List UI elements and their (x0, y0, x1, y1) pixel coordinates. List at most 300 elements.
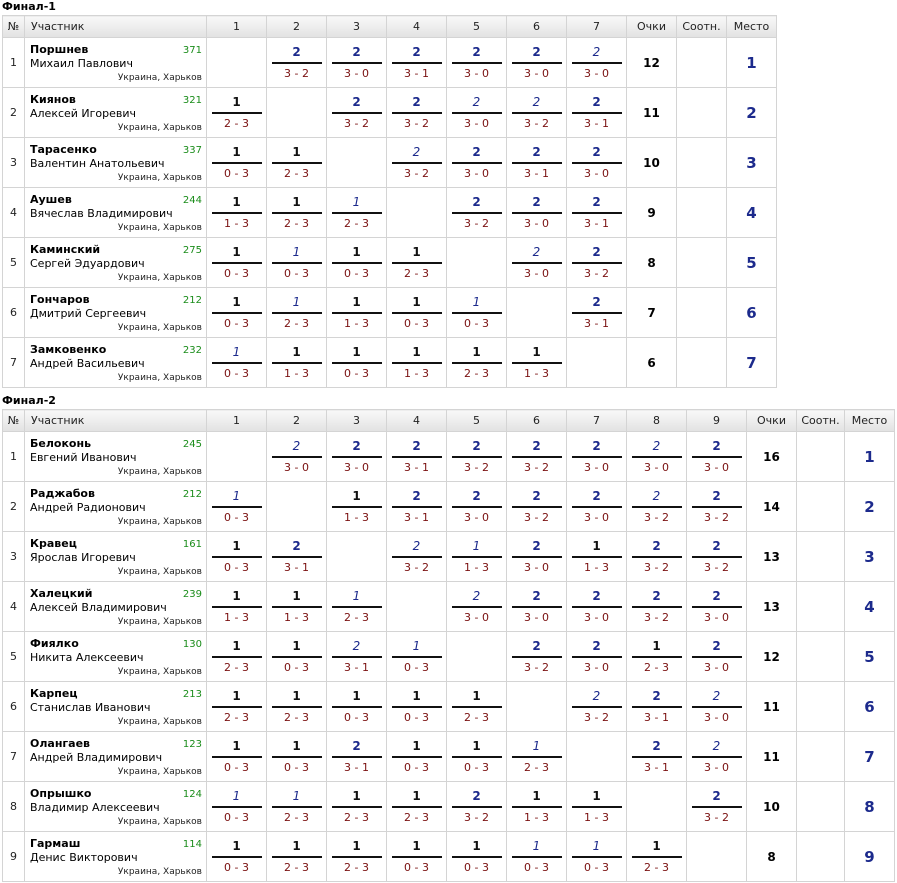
player-surname[interactable]: Халецкий (30, 587, 93, 600)
game-result-cell[interactable] (687, 482, 747, 532)
game-result[interactable] (572, 689, 622, 725)
game-result-cell[interactable] (507, 238, 567, 288)
game-result-cell[interactable] (327, 632, 387, 682)
game-result-cell[interactable] (207, 88, 267, 138)
game-result[interactable] (272, 245, 322, 281)
game-result[interactable] (272, 539, 322, 575)
col-header-opponent[interactable]: 2 (267, 16, 327, 38)
game-result[interactable] (452, 489, 502, 525)
game-result[interactable] (572, 589, 622, 625)
game-result-cell[interactable] (207, 782, 267, 832)
game-result-cell[interactable] (267, 432, 327, 482)
game-result-cell[interactable] (447, 832, 507, 882)
game-result-cell[interactable] (267, 732, 327, 782)
participant-cell[interactable] (25, 38, 207, 88)
game-result[interactable] (572, 639, 622, 675)
col-header-participant[interactable]: Участник (25, 410, 207, 432)
game-result[interactable] (512, 95, 562, 131)
game-result[interactable] (332, 839, 382, 875)
game-result[interactable] (452, 45, 502, 81)
game-result[interactable] (572, 195, 622, 231)
participant-cell[interactable] (25, 338, 207, 388)
game-result[interactable] (272, 45, 322, 81)
player-surname[interactable]: Тарасенко (30, 143, 97, 156)
game-result[interactable] (512, 639, 562, 675)
game-result[interactable] (632, 739, 682, 775)
row-number: 8 (3, 782, 25, 832)
game-result-cell[interactable] (687, 432, 747, 482)
game-result-cell[interactable] (447, 288, 507, 338)
game-result[interactable] (392, 489, 442, 525)
game-result[interactable] (692, 789, 742, 825)
col-header-opponent[interactable]: 4 (387, 16, 447, 38)
game-result-cell[interactable] (327, 732, 387, 782)
game-result-cell[interactable] (507, 482, 567, 532)
game-result[interactable] (392, 45, 442, 81)
game-result-cell[interactable] (387, 88, 447, 138)
game-result-cell[interactable] (507, 138, 567, 188)
game-result-cell[interactable] (567, 188, 627, 238)
game-result-cell[interactable] (207, 732, 267, 782)
game-result-cell[interactable] (627, 582, 687, 632)
game-result[interactable] (272, 195, 322, 231)
game-result[interactable] (692, 689, 742, 725)
game-result-cell[interactable] (507, 632, 567, 682)
game-result[interactable] (212, 689, 262, 725)
game-result-cell[interactable] (507, 832, 567, 882)
game-result-cell[interactable] (387, 238, 447, 288)
game-result-cell[interactable] (327, 682, 387, 732)
participant-cell[interactable] (25, 238, 207, 288)
game-result[interactable] (212, 295, 262, 331)
game-result[interactable] (332, 489, 382, 525)
game-result-cell[interactable] (567, 432, 627, 482)
player-surname[interactable]: Фиялко (30, 637, 79, 650)
game-result-cell[interactable] (327, 832, 387, 882)
game-result[interactable] (452, 345, 502, 381)
game-result-cell[interactable] (207, 188, 267, 238)
game-result-cell[interactable] (447, 432, 507, 482)
game-result-cell[interactable] (327, 188, 387, 238)
participant-cell[interactable] (25, 138, 207, 188)
game-result-cell[interactable] (327, 338, 387, 388)
game-result-cell[interactable] (207, 482, 267, 532)
game-result[interactable] (332, 439, 382, 475)
col-header-opponent[interactable]: 7 (567, 410, 627, 432)
total-points: 10 (747, 782, 797, 832)
game-result[interactable] (392, 439, 442, 475)
game-result-cell[interactable] (327, 288, 387, 338)
game-result[interactable] (272, 689, 322, 725)
game-result[interactable] (512, 245, 562, 281)
player-rating: 130 (182, 639, 202, 650)
col-header-participant[interactable]: Участник (25, 16, 207, 38)
game-result-cell[interactable] (267, 832, 327, 882)
game-result-cell[interactable] (207, 532, 267, 582)
game-result[interactable] (452, 539, 502, 575)
game-result[interactable] (572, 95, 622, 131)
game-result-cell[interactable] (327, 482, 387, 532)
game-result-cell[interactable] (207, 138, 267, 188)
game-result-cell[interactable] (267, 138, 327, 188)
col-header-opponent[interactable]: 2 (267, 410, 327, 432)
game-result-cell[interactable] (567, 288, 627, 338)
game-result[interactable] (512, 45, 562, 81)
game-result[interactable] (692, 589, 742, 625)
participant-cell[interactable] (25, 732, 207, 782)
game-result-cell[interactable] (267, 38, 327, 88)
participant-cell[interactable] (25, 832, 207, 882)
game-result[interactable] (392, 95, 442, 131)
game-points: 1 (292, 688, 301, 703)
game-result[interactable] (272, 839, 322, 875)
participant-cell[interactable] (25, 432, 207, 482)
game-result[interactable] (332, 689, 382, 725)
game-result-cell[interactable] (687, 682, 747, 732)
game-result-cell[interactable] (447, 338, 507, 388)
game-result-cell[interactable] (687, 532, 747, 582)
game-result-cell[interactable] (387, 732, 447, 782)
result-divider (452, 456, 502, 458)
game-result[interactable] (212, 639, 262, 675)
col-header-num[interactable]: № (3, 410, 25, 432)
game-result-cell[interactable] (507, 88, 567, 138)
game-result[interactable] (692, 639, 742, 675)
game-result-cell[interactable] (267, 238, 327, 288)
col-header-opponent[interactable]: 1 (207, 16, 267, 38)
game-result-cell[interactable] (267, 338, 327, 388)
game-result[interactable] (212, 539, 262, 575)
game-result[interactable] (212, 245, 262, 281)
game-result[interactable] (212, 739, 262, 775)
player-surname[interactable]: Гармаш (30, 837, 81, 850)
game-result[interactable] (572, 489, 622, 525)
game-result[interactable] (392, 789, 442, 825)
game-result[interactable] (272, 345, 322, 381)
game-result[interactable] (272, 439, 322, 475)
game-result[interactable] (392, 345, 442, 381)
game-result-cell[interactable] (507, 432, 567, 482)
col-header-opponent[interactable]: 9 (687, 410, 747, 432)
col-header-opponent[interactable]: 3 (327, 16, 387, 38)
game-result-cell[interactable] (687, 582, 747, 632)
participant-cell[interactable] (25, 482, 207, 532)
game-result[interactable] (332, 789, 382, 825)
participant-cell[interactable] (25, 88, 207, 138)
game-result-cell[interactable] (267, 188, 327, 238)
game-result[interactable] (392, 245, 442, 281)
game-result-cell[interactable] (267, 782, 327, 832)
player-surname[interactable]: Киянов (30, 93, 76, 106)
col-header-opponent[interactable]: 1 (207, 410, 267, 432)
participant-cell[interactable] (25, 632, 207, 682)
game-result[interactable] (452, 839, 502, 875)
player-surname[interactable]: Гончаров (30, 293, 90, 306)
game-result-cell[interactable] (207, 238, 267, 288)
game-result[interactable] (572, 145, 622, 181)
game-result-cell[interactable] (567, 782, 627, 832)
game-result-cell[interactable] (507, 582, 567, 632)
participant-cell[interactable] (25, 288, 207, 338)
game-result-cell[interactable] (327, 782, 387, 832)
game-result-cell[interactable] (567, 88, 627, 138)
game-result[interactable] (332, 589, 382, 625)
game-result-cell[interactable] (687, 632, 747, 682)
game-result-cell[interactable] (507, 338, 567, 388)
participant-cell[interactable] (25, 782, 207, 832)
game-score: 3 - 1 (344, 760, 369, 774)
game-result[interactable] (512, 439, 562, 475)
game-result[interactable] (632, 639, 682, 675)
game-result[interactable] (452, 689, 502, 725)
col-header-place[interactable]: Место (727, 16, 777, 38)
game-result[interactable] (512, 195, 562, 231)
game-result-cell[interactable] (567, 682, 627, 732)
game-result-cell[interactable] (567, 582, 627, 632)
col-header-place[interactable]: Место (845, 410, 895, 432)
game-score: 3 - 2 (464, 216, 489, 230)
game-result[interactable] (632, 839, 682, 875)
game-result[interactable] (392, 639, 442, 675)
game-result[interactable] (632, 539, 682, 575)
game-result-cell[interactable] (387, 682, 447, 732)
game-result-cell[interactable] (327, 38, 387, 88)
game-result-cell[interactable] (447, 188, 507, 238)
game-result[interactable] (392, 145, 442, 181)
game-result-cell[interactable] (327, 238, 387, 288)
game-result[interactable] (272, 639, 322, 675)
game-result-cell[interactable] (447, 138, 507, 188)
game-result[interactable] (332, 245, 382, 281)
game-result-cell[interactable] (267, 582, 327, 632)
game-result[interactable] (332, 195, 382, 231)
game-result[interactable] (392, 839, 442, 875)
game-result[interactable] (512, 739, 562, 775)
col-header-ratio[interactable]: Соотн. (797, 410, 845, 432)
game-result[interactable] (452, 195, 502, 231)
game-result-cell[interactable] (567, 38, 627, 88)
game-result-cell[interactable] (447, 582, 507, 632)
game-result-cell[interactable] (567, 138, 627, 188)
game-result-cell[interactable] (387, 532, 447, 582)
game-result-cell[interactable] (207, 682, 267, 732)
game-result[interactable] (572, 245, 622, 281)
game-result[interactable] (212, 195, 262, 231)
game-result[interactable] (332, 95, 382, 131)
game-result[interactable] (452, 95, 502, 131)
player-surname[interactable]: Олангаев (30, 737, 91, 750)
game-result-cell[interactable] (267, 632, 327, 682)
game-result-cell[interactable] (447, 88, 507, 138)
game-result-cell[interactable] (627, 432, 687, 482)
game-result-cell[interactable] (687, 732, 747, 782)
game-result[interactable] (512, 839, 562, 875)
col-header-opponent[interactable]: 7 (567, 16, 627, 38)
game-result-cell[interactable] (387, 338, 447, 388)
player-surname[interactable]: Опрышко (30, 787, 92, 800)
game-result[interactable] (512, 789, 562, 825)
game-result[interactable] (332, 639, 382, 675)
game-result-cell[interactable] (567, 238, 627, 288)
participant-cell[interactable] (25, 582, 207, 632)
game-result[interactable] (572, 789, 622, 825)
game-result-cell[interactable] (267, 682, 327, 732)
game-points: 1 (232, 294, 241, 309)
game-result-cell[interactable] (447, 682, 507, 732)
game-result[interactable] (572, 539, 622, 575)
col-header-points[interactable]: Очки (627, 16, 677, 38)
result-divider (572, 312, 622, 314)
game-result[interactable] (452, 439, 502, 475)
game-result-cell[interactable] (387, 138, 447, 188)
col-header-num[interactable]: № (3, 16, 25, 38)
game-result[interactable] (692, 539, 742, 575)
game-result[interactable] (212, 145, 262, 181)
game-result-cell[interactable] (567, 632, 627, 682)
game-result-cell[interactable] (207, 582, 267, 632)
game-result[interactable] (212, 489, 262, 525)
game-result[interactable] (632, 589, 682, 625)
col-header-opponent[interactable]: 5 (447, 16, 507, 38)
participant-cell[interactable] (25, 532, 207, 582)
game-result-cell[interactable] (567, 532, 627, 582)
game-result-cell[interactable] (447, 482, 507, 532)
game-result[interactable] (272, 739, 322, 775)
game-result[interactable] (212, 789, 262, 825)
game-result-cell[interactable] (507, 532, 567, 582)
game-result[interactable] (572, 439, 622, 475)
player-surname[interactable]: Каминский (30, 243, 101, 256)
game-result-cell[interactable] (387, 288, 447, 338)
game-result[interactable] (692, 739, 742, 775)
game-result-cell[interactable] (207, 288, 267, 338)
player-surname[interactable]: Белоконь (30, 437, 92, 450)
game-result[interactable] (512, 489, 562, 525)
game-result[interactable] (692, 489, 742, 525)
game-result-cell[interactable] (207, 632, 267, 682)
col-header-opponent[interactable]: 6 (507, 410, 567, 432)
game-result[interactable] (512, 145, 562, 181)
game-result[interactable] (572, 839, 622, 875)
game-result-cell[interactable] (447, 732, 507, 782)
game-result[interactable] (212, 95, 262, 131)
game-result-cell[interactable] (507, 188, 567, 238)
game-result[interactable] (272, 145, 322, 181)
game-result[interactable] (572, 45, 622, 81)
col-header-opponent[interactable]: 5 (447, 410, 507, 432)
game-result[interactable] (452, 145, 502, 181)
game-result[interactable] (512, 589, 562, 625)
game-result-cell[interactable] (327, 432, 387, 482)
col-header-opponent[interactable]: 8 (627, 410, 687, 432)
game-result-cell[interactable] (507, 782, 567, 832)
game-result[interactable] (392, 739, 442, 775)
game-result-cell[interactable] (507, 38, 567, 88)
player-surname[interactable]: Раджабов (30, 487, 95, 500)
game-result-cell[interactable] (567, 832, 627, 882)
game-result[interactable] (212, 839, 262, 875)
game-result-cell[interactable] (327, 88, 387, 138)
game-result-cell[interactable] (507, 732, 567, 782)
player-surname[interactable]: Аушев (30, 193, 72, 206)
game-points: 2 (472, 488, 481, 503)
game-result-cell[interactable] (387, 832, 447, 882)
game-result[interactable] (212, 589, 262, 625)
game-result-cell[interactable] (267, 532, 327, 582)
player-surname[interactable]: Кравец (30, 537, 77, 550)
player-surname[interactable]: Карпец (30, 687, 78, 700)
game-result[interactable] (392, 689, 442, 725)
game-result[interactable] (332, 345, 382, 381)
game-result-cell[interactable] (267, 288, 327, 338)
game-result-cell[interactable] (207, 832, 267, 882)
game-result-cell[interactable] (687, 782, 747, 832)
col-header-opponent[interactable]: 6 (507, 16, 567, 38)
game-result-cell[interactable] (627, 532, 687, 582)
game-points: 2 (712, 538, 721, 553)
game-result[interactable] (272, 295, 322, 331)
game-result[interactable] (512, 345, 562, 381)
participant-cell[interactable] (25, 682, 207, 732)
game-result[interactable] (632, 689, 682, 725)
game-result[interactable] (332, 739, 382, 775)
game-result[interactable] (452, 295, 502, 331)
game-points: 2 (532, 438, 541, 453)
game-result[interactable] (632, 489, 682, 525)
game-result[interactable] (632, 439, 682, 475)
game-result-cell[interactable] (627, 632, 687, 682)
game-result-cell[interactable] (327, 582, 387, 632)
game-result-cell[interactable] (447, 782, 507, 832)
game-result-cell[interactable] (387, 482, 447, 532)
game-result[interactable] (692, 439, 742, 475)
game-result[interactable] (392, 539, 442, 575)
col-header-ratio[interactable]: Соотн. (677, 16, 727, 38)
game-result-cell[interactable] (627, 482, 687, 532)
game-result-cell[interactable] (207, 338, 267, 388)
col-header-points[interactable]: Очки (747, 410, 797, 432)
game-result-cell[interactable] (387, 38, 447, 88)
participant-cell[interactable] (25, 188, 207, 238)
game-result-cell[interactable] (567, 482, 627, 532)
game-result[interactable] (392, 295, 442, 331)
game-result-cell[interactable] (627, 732, 687, 782)
result-divider (572, 556, 622, 558)
game-result[interactable] (452, 739, 502, 775)
player-surname[interactable]: Замковенко (30, 343, 107, 356)
game-result-cell[interactable] (387, 432, 447, 482)
game-result[interactable] (512, 539, 562, 575)
game-result-cell[interactable] (387, 632, 447, 682)
game-result-cell[interactable] (447, 532, 507, 582)
game-result[interactable] (272, 789, 322, 825)
game-result-cell[interactable] (627, 682, 687, 732)
game-result-cell[interactable] (447, 38, 507, 88)
player-surname[interactable]: Поршнев (30, 43, 89, 56)
game-result[interactable] (452, 589, 502, 625)
game-result[interactable] (332, 295, 382, 331)
col-header-opponent[interactable]: 4 (387, 410, 447, 432)
game-result[interactable] (452, 789, 502, 825)
game-result-cell[interactable] (387, 782, 447, 832)
col-header-opponent[interactable]: 3 (327, 410, 387, 432)
game-score: 2 - 3 (284, 710, 309, 724)
game-result[interactable] (332, 45, 382, 81)
game-result[interactable] (212, 345, 262, 381)
game-result[interactable] (572, 295, 622, 331)
game-result-cell[interactable] (627, 832, 687, 882)
game-result[interactable] (272, 589, 322, 625)
